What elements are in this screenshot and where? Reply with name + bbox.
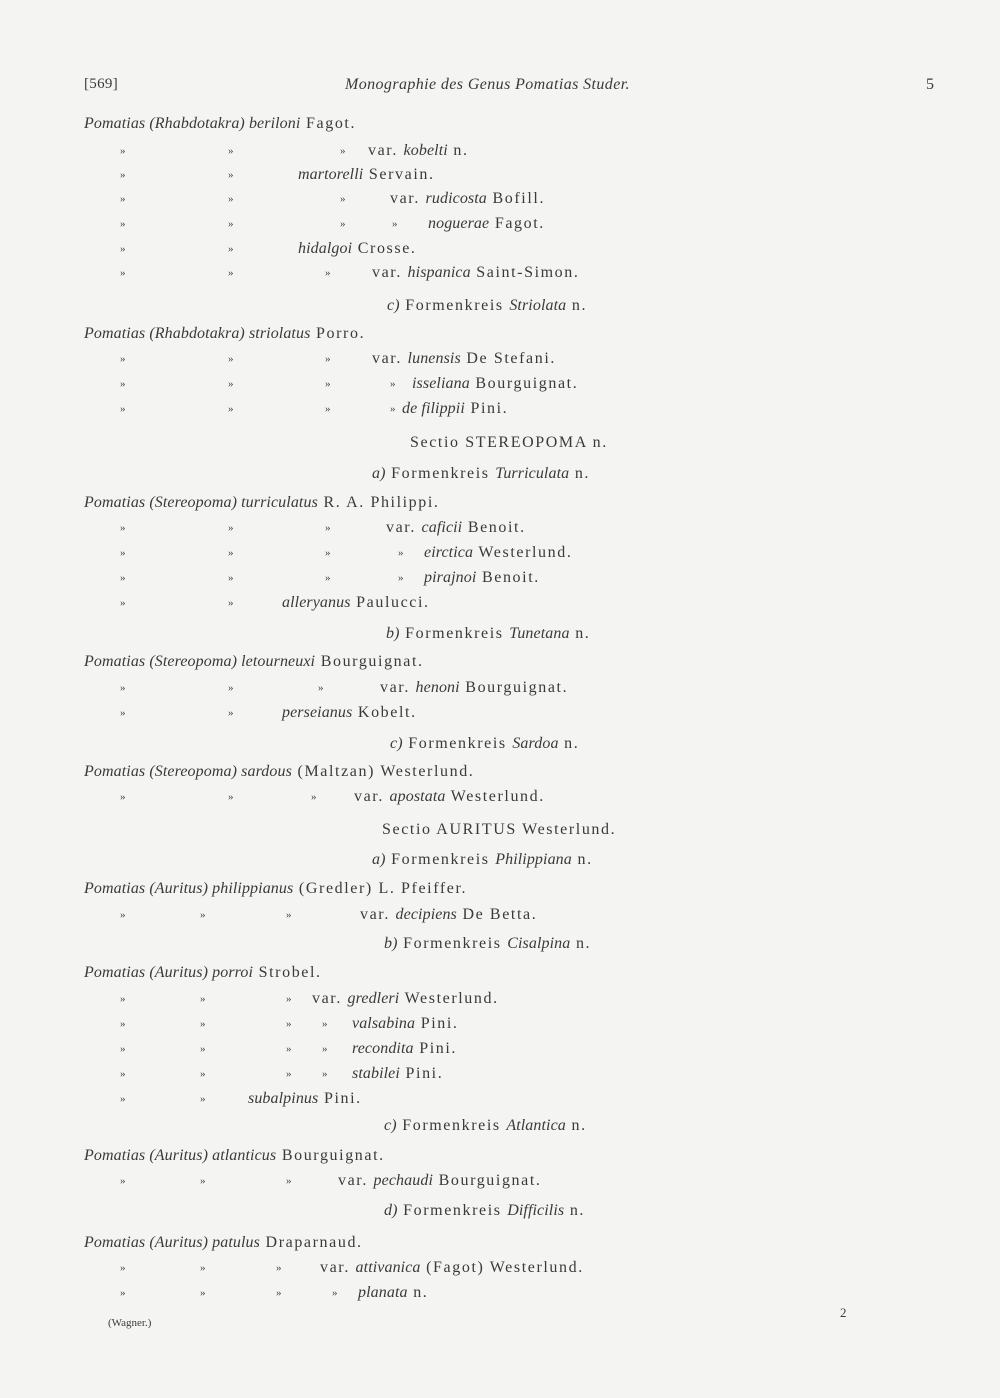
ditto-mark: »	[120, 403, 126, 415]
italic-text: d)	[384, 1202, 398, 1219]
ditto-mark: »	[120, 353, 126, 365]
ditto-mark: »	[120, 145, 126, 157]
ditto-mark: »	[200, 1287, 206, 1299]
roman-text: n.	[407, 1284, 429, 1301]
entry-line	[282, 704, 417, 722]
ditto-mark: »	[325, 403, 331, 415]
entry-line	[412, 375, 578, 393]
entry-line	[386, 519, 526, 537]
entry-line	[298, 166, 435, 184]
running-title: Monographie des Genus Pomatias Studer.	[345, 76, 630, 93]
roman-text: Formenkreis	[396, 1117, 507, 1134]
italic-text: isseliana	[412, 375, 470, 392]
ditto-mark: »	[228, 193, 234, 205]
roman-text: n.	[571, 851, 593, 868]
roman-text: Fagot.	[489, 215, 545, 232]
ditto-mark: »	[228, 522, 234, 534]
ditto-mark: »	[120, 243, 126, 255]
entry-line	[428, 215, 545, 233]
entry-line	[248, 1090, 362, 1108]
roman-text: Bourguignat.	[433, 1172, 542, 1189]
roman-text: n.	[564, 1202, 586, 1219]
roman-text: De Stefani.	[460, 350, 556, 367]
italic-text: Striolata	[509, 297, 567, 314]
ditto-mark: »	[120, 682, 126, 694]
italic-text: Difficilis	[507, 1202, 565, 1219]
ditto-mark: »	[200, 1018, 206, 1030]
roman-text: n.	[569, 465, 591, 482]
entry-line	[402, 400, 508, 418]
ditto-mark: »	[120, 1043, 126, 1055]
italic-text: noguerae	[428, 215, 490, 232]
ditto-mark: »	[228, 243, 234, 255]
entry-line	[312, 990, 499, 1008]
ditto-mark: »	[322, 1018, 328, 1030]
italic-text: Pomatias (Auritus) philippianus	[84, 880, 294, 897]
roman-text: Formenkreis	[399, 297, 510, 314]
entry-line	[360, 906, 537, 924]
ditto-mark: »	[120, 218, 126, 230]
entry-line	[372, 264, 579, 282]
entry-line	[352, 1040, 457, 1058]
ditto-mark: »	[120, 993, 126, 1005]
italic-text: Cisalpina	[507, 935, 571, 952]
ditto-mark: »	[228, 707, 234, 719]
roman-text: var.	[368, 142, 404, 159]
entry-line	[390, 735, 579, 753]
italic-text: a)	[372, 851, 386, 868]
entry-line	[84, 653, 424, 671]
italic-text: planata	[358, 1284, 408, 1301]
ditto-mark: »	[390, 403, 396, 415]
ditto-mark: »	[332, 1287, 338, 1299]
ditto-mark: »	[325, 522, 331, 534]
ditto-mark: »	[120, 1018, 126, 1030]
roman-text: Saint-Simon.	[470, 264, 580, 281]
italic-text: hispanica	[407, 264, 471, 281]
ditto-mark: »	[228, 682, 234, 694]
ditto-mark: »	[228, 547, 234, 559]
roman-text: var.	[380, 679, 416, 696]
entry-line	[84, 880, 467, 898]
entry-line	[368, 142, 469, 160]
italic-text: alleryanus	[282, 594, 351, 611]
italic-text: pirajnoi	[424, 569, 477, 586]
ditto-mark: »	[228, 267, 234, 279]
italic-text: apostata	[389, 788, 446, 805]
italic-text: Pomatias (Auritus) atlanticus	[84, 1147, 277, 1164]
entry-line	[84, 115, 356, 133]
entry-line	[298, 240, 417, 258]
italic-text: c)	[387, 297, 400, 314]
ditto-mark: »	[228, 169, 234, 181]
ditto-mark: »	[276, 1287, 282, 1299]
ditto-mark: »	[286, 993, 292, 1005]
ditto-mark: »	[311, 791, 317, 803]
italic-text: eirctica	[424, 544, 474, 561]
roman-text: n.	[569, 625, 591, 642]
entry-line	[84, 763, 474, 781]
entry-line	[384, 935, 591, 953]
ditto-mark: »	[200, 1043, 206, 1055]
ditto-mark: »	[322, 1043, 328, 1055]
roman-text: Formenkreis	[399, 625, 510, 642]
ditto-mark: »	[286, 909, 292, 921]
ditto-mark: »	[200, 1262, 206, 1274]
entry-line	[384, 1117, 587, 1135]
ditto-mark: »	[120, 169, 126, 181]
entry-line	[386, 625, 590, 643]
italic-text: c)	[384, 1117, 397, 1134]
ditto-mark: »	[318, 682, 324, 694]
roman-text: Westerlund.	[445, 788, 545, 805]
entry-line	[387, 297, 587, 315]
roman-text: var.	[354, 788, 390, 805]
entry-line	[372, 851, 593, 869]
ditto-mark: »	[286, 1018, 292, 1030]
roman-text: Pini.	[413, 1040, 458, 1057]
ditto-mark: »	[120, 193, 126, 205]
ditto-mark: »	[120, 547, 126, 559]
ditto-mark: »	[120, 909, 126, 921]
ditto-mark: »	[120, 267, 126, 279]
ditto-mark: »	[228, 597, 234, 609]
ditto-mark: »	[228, 145, 234, 157]
ditto-mark: »	[120, 522, 126, 534]
ditto-mark: »	[120, 572, 126, 584]
ditto-mark: »	[228, 378, 234, 390]
italic-text: kobelti	[403, 142, 448, 159]
ditto-mark: »	[120, 1175, 126, 1187]
ditto-mark: »	[322, 1068, 328, 1080]
roman-text: var.	[372, 264, 408, 281]
italic-text: Turriculata	[495, 465, 570, 482]
entry-line	[384, 1202, 585, 1220]
roman-text: Bourguignat.	[276, 1147, 385, 1164]
roman-text: Porro.	[310, 325, 366, 342]
roman-text: Bourguignat.	[459, 679, 569, 696]
ditto-mark: »	[228, 791, 234, 803]
roman-text: Formenkreis	[385, 851, 496, 868]
roman-text: Pini.	[318, 1090, 362, 1107]
page-bracket-number: [569]	[84, 76, 118, 92]
ditto-mark: »	[200, 909, 206, 921]
entry-line	[352, 1015, 459, 1033]
roman-text: Bourguignat.	[469, 375, 579, 392]
italic-text: perseianus	[282, 704, 353, 721]
entry-line	[372, 350, 556, 368]
italic-text: Pomatias (Rhabdotakra) striolatus	[84, 325, 311, 342]
italic-text: stabilei	[352, 1065, 400, 1082]
signature-mark: 2	[840, 1305, 847, 1320]
entry-line	[424, 569, 540, 587]
roman-text: Bofill.	[486, 190, 546, 207]
roman-text: n.	[447, 142, 469, 159]
roman-text: Kobelt.	[352, 704, 417, 721]
roman-text: n.	[558, 735, 580, 752]
ditto-mark: »	[120, 1262, 126, 1274]
roman-text: Benoit.	[476, 569, 540, 586]
ditto-mark: »	[398, 547, 404, 559]
roman-text: Westerlund.	[399, 990, 499, 1007]
ditto-mark: »	[398, 572, 404, 584]
entry-line	[84, 964, 322, 982]
entry-line	[424, 544, 572, 562]
entry-line	[338, 1172, 542, 1190]
ditto-mark: »	[325, 267, 331, 279]
roman-text: var.	[338, 1172, 374, 1189]
italic-text: hidalgoi	[298, 240, 353, 257]
roman-text: Crosse.	[352, 240, 417, 257]
roman-text: var.	[386, 519, 422, 536]
italic-text: caficii	[421, 519, 463, 536]
italic-text: Pomatias (Rhabdotakra) beriloni	[84, 115, 301, 132]
ditto-mark: »	[286, 1175, 292, 1187]
page-number: 5	[926, 76, 935, 93]
italic-text: recondita	[352, 1040, 414, 1057]
entry-line	[358, 1284, 428, 1302]
roman-text: Sectio AURITUS Westerlund.	[382, 821, 617, 838]
roman-text: De Betta.	[456, 906, 538, 923]
ditto-mark: »	[228, 218, 234, 230]
ditto-mark: »	[228, 572, 234, 584]
roman-text: var.	[312, 990, 348, 1007]
ditto-mark: »	[325, 572, 331, 584]
italic-text: b)	[384, 935, 398, 952]
entry-line	[282, 594, 430, 612]
ditto-mark: »	[286, 1068, 292, 1080]
entry-line	[352, 1065, 443, 1083]
roman-text: Benoit.	[462, 519, 526, 536]
ditto-mark: »	[120, 791, 126, 803]
roman-text: var.	[372, 350, 408, 367]
italic-text: lunensis	[407, 350, 461, 367]
ditto-mark: »	[392, 218, 398, 230]
roman-text: Fagot.	[300, 115, 357, 132]
italic-text: henoni	[415, 679, 460, 696]
roman-text: n.	[570, 935, 592, 952]
entry-line	[84, 1234, 363, 1252]
roman-text: var.	[390, 190, 426, 207]
italic-text: gredleri	[347, 990, 400, 1007]
italic-text: attivanica	[355, 1259, 421, 1276]
ditto-mark: »	[276, 1262, 282, 1274]
entry-line	[84, 1147, 385, 1165]
entry-line	[390, 190, 545, 208]
roman-text: Pini.	[415, 1015, 459, 1032]
roman-text: var.	[320, 1259, 356, 1276]
ditto-mark: »	[200, 1093, 206, 1105]
ditto-mark: »	[120, 1093, 126, 1105]
italic-text: rudicosta	[425, 190, 487, 207]
italic-text: decipiens	[395, 906, 457, 923]
roman-text: R. A. Philippi.	[317, 494, 440, 511]
italic-text: de filippii	[402, 400, 465, 417]
roman-text: Pini.	[399, 1065, 444, 1082]
roman-text: var.	[360, 906, 396, 923]
ditto-mark: »	[120, 707, 126, 719]
roman-text: (Maltzan) Westerlund.	[291, 763, 475, 780]
italic-text: Pomatias (Auritus) patulus	[84, 1234, 260, 1251]
roman-text: Paulucci.	[350, 594, 430, 611]
ditto-mark: »	[325, 378, 331, 390]
italic-text: Tunetana	[509, 625, 570, 642]
ditto-mark: »	[120, 597, 126, 609]
roman-text: (Fagot) Westerlund.	[420, 1259, 584, 1276]
roman-text: n.	[565, 1117, 587, 1134]
roman-text: n.	[566, 297, 588, 314]
ditto-mark: »	[340, 193, 346, 205]
roman-text: Westerlund.	[473, 544, 573, 561]
entry-line	[382, 821, 616, 839]
ditto-mark: »	[120, 1287, 126, 1299]
ditto-mark: »	[228, 353, 234, 365]
footer-author: (Wagner.)	[108, 1317, 152, 1329]
ditto-mark: »	[325, 547, 331, 559]
roman-text: Strobel.	[253, 964, 322, 981]
ditto-mark: »	[325, 353, 331, 365]
italic-text: Pomatias (Stereopoma) turriculatus	[84, 494, 318, 511]
entry-line	[354, 788, 545, 806]
italic-text: subalpinus	[248, 1090, 319, 1107]
entry-line	[320, 1259, 584, 1277]
roman-text: Formenkreis	[397, 1202, 508, 1219]
italic-text: valsabina	[352, 1015, 416, 1032]
entry-line	[380, 679, 568, 697]
roman-text: Servain.	[363, 166, 435, 183]
ditto-mark: »	[200, 1175, 206, 1187]
italic-text: Philippiana	[495, 851, 572, 868]
roman-text: Pini.	[464, 400, 509, 417]
roman-text: Draparnaud.	[259, 1234, 363, 1251]
ditto-mark: »	[120, 1068, 126, 1080]
italic-text: Sardoa	[512, 735, 559, 752]
roman-text: (Gredler) L. Pfeiffer.	[293, 880, 468, 897]
entry-line	[372, 465, 590, 483]
roman-text: Formenkreis	[385, 465, 496, 482]
ditto-mark: »	[286, 1043, 292, 1055]
ditto-mark: »	[120, 378, 126, 390]
ditto-mark: »	[390, 378, 396, 390]
roman-text: Formenkreis	[397, 935, 508, 952]
ditto-mark: »	[340, 145, 346, 157]
italic-text: Pomatias (Auritus) porroi	[84, 964, 254, 981]
italic-text: martorelli	[298, 166, 364, 183]
roman-text: Bourguignat.	[315, 653, 424, 670]
ditto-mark: »	[340, 218, 346, 230]
italic-text: Pomatias (Stereopoma) sardous	[84, 763, 292, 780]
roman-text: Sectio STEREOPOMA n.	[410, 434, 608, 451]
entry-line	[84, 494, 440, 512]
italic-text: a)	[372, 465, 386, 482]
italic-text: b)	[386, 625, 400, 642]
italic-text: Atlantica	[506, 1117, 566, 1134]
italic-text: Pomatias (Stereopoma) letourneuxi	[84, 653, 316, 670]
italic-text: pechaudi	[373, 1172, 433, 1189]
ditto-mark: »	[200, 993, 206, 1005]
ditto-mark: »	[228, 403, 234, 415]
ditto-mark: »	[200, 1068, 206, 1080]
roman-text: Formenkreis	[402, 735, 513, 752]
entry-line	[410, 434, 608, 452]
italic-text: c)	[390, 735, 403, 752]
entry-line	[84, 325, 365, 343]
